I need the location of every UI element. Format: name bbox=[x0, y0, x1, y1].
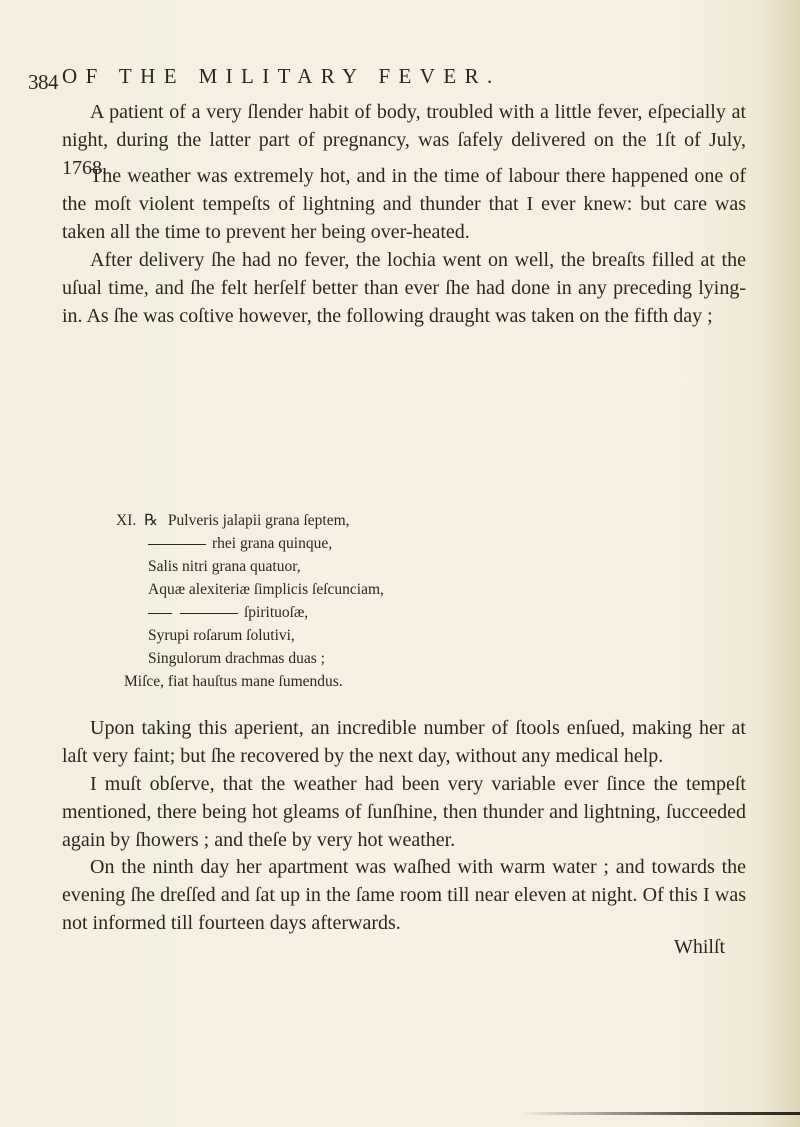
prescription-text: Salis nitri grana quatuor, bbox=[148, 558, 301, 575]
prescription-text: Singulorum drachmas duas ; bbox=[148, 650, 325, 667]
ditto-dash bbox=[180, 613, 238, 614]
page-edge-shadow bbox=[760, 0, 800, 1127]
prescription-line-1 bbox=[116, 510, 350, 531]
prescription-text: ſpirituoſæ, bbox=[244, 604, 309, 621]
catchword: Whilſt bbox=[674, 936, 726, 958]
paragraph-4: Upon taking this aperient, an incredible number of ſtools enſued, making her at laſt very faint; but ſhe recovered by the next day, without any medical help. bbox=[62, 717, 746, 767]
prescription-text: Miſce, fiat hauſtus mane ſumendus. bbox=[124, 673, 343, 690]
paragraph-6: On the ninth day her apartment was waſhed with warm water ; and towards the evening ſhe dreſſed and ſat up in the ſame room till near eleven at night. Of this I was not informed till fourteen days afterwards. bbox=[62, 856, 746, 934]
prescription-text: Aquæ alexiteriæ ſimplicis ſeſcunciam, bbox=[148, 581, 384, 598]
prescription-line-7 bbox=[148, 648, 325, 669]
prescription-text: rhei grana quinque, bbox=[212, 535, 333, 552]
prescription-text: Syrupi roſarum ſolutivi, bbox=[148, 627, 295, 644]
page-number: 384 bbox=[28, 70, 58, 94]
paragraph-3: After delivery ſhe had no fever, the lochia went on well, the breaſts filled at the uſual time, and ſhe felt herſelf better than ever ſhe had done in any preceding lying-in. As ſhe was coſtive however, the following draught was taken on the fifth day ; bbox=[62, 249, 746, 327]
paragraph-1: A patient of a very ſlender habit of body, troubled with a little fever, eſpecially at night, during the latter part of pregnancy, was ſafely delivered on the 1ſt of July, 1768. bbox=[62, 101, 746, 179]
ditto-dash bbox=[148, 613, 172, 614]
paragraph-2: The weather was extremely hot, and in the time of labour there happened one of the moſt violent tempeſts of lightning and thunder that I ever knew: but care was taken all the time to prevent her being over-heated. bbox=[62, 165, 746, 243]
recipe-symbol: ℞ bbox=[144, 512, 159, 529]
prescription-numeral: XI. bbox=[116, 512, 137, 529]
prescription-line-4 bbox=[148, 579, 384, 600]
prescription-line-8 bbox=[124, 671, 343, 692]
prescription-line-5 bbox=[148, 602, 308, 623]
prescription-line-3 bbox=[148, 556, 301, 577]
ditto-dash bbox=[148, 544, 206, 545]
running-head: OF THE MILITARY FEVER. bbox=[62, 64, 501, 88]
prescription-line-2 bbox=[148, 533, 332, 554]
paragraph-5: I muſt obſerve, that the weather had been very variable ever ſince the tempeſt mentioned, there being hot gleams of ſunſhine, then thunder and lightning, ſucceeded again by ſhowers ; and theſe by very hot weather. bbox=[62, 773, 746, 851]
prescription-text: Pulveris jalapii grana ſeptem, bbox=[167, 512, 350, 529]
page-bottom-edge bbox=[520, 1112, 800, 1115]
prescription-line-6 bbox=[148, 625, 295, 646]
